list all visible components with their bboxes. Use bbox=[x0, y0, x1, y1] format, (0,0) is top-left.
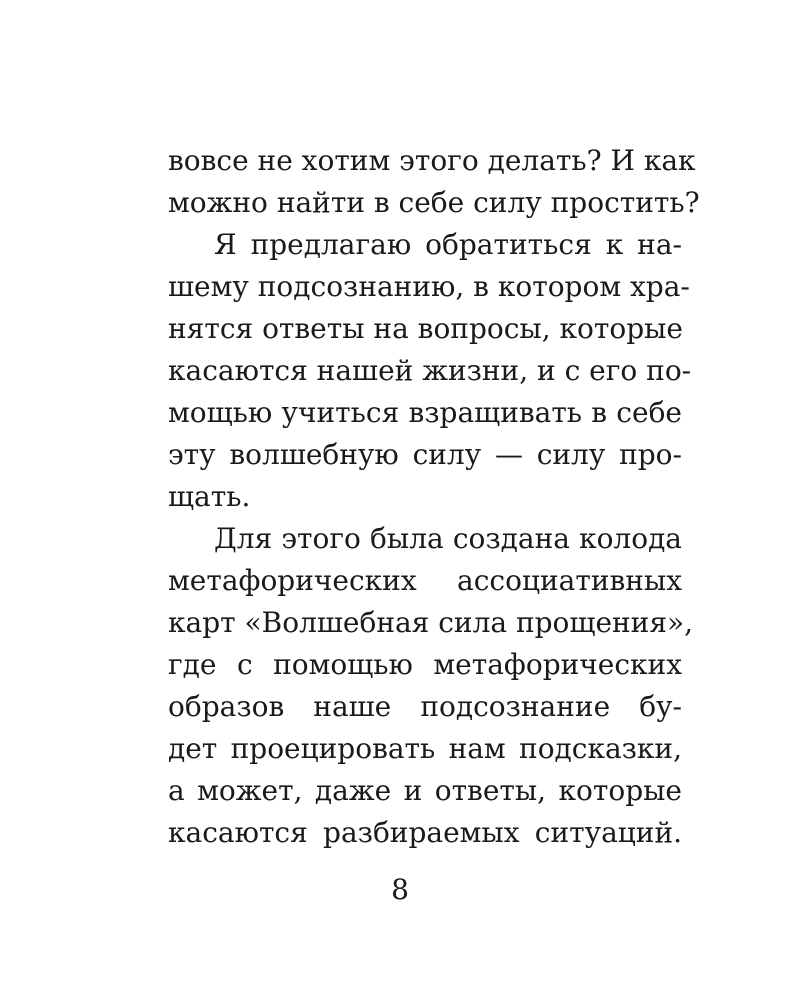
text-line: Для этого была создана колода bbox=[214, 522, 682, 555]
text-line: образов наше подсознание бу- bbox=[168, 690, 682, 723]
text-line: метафорических ассоциативных bbox=[168, 564, 682, 597]
text-line: дет проецировать нам подсказки, bbox=[168, 732, 682, 765]
text-line: щать. bbox=[168, 480, 251, 513]
text-line: эту волшебную силу — силу про- bbox=[168, 438, 682, 471]
text-line: касаются нашей жизни, и с его по- bbox=[168, 354, 692, 387]
text-line: вовсе не хотим этого делать? И как bbox=[168, 144, 696, 177]
text-line: мощью учиться взращивать в себе bbox=[168, 396, 682, 429]
page-number: 8 bbox=[391, 873, 409, 906]
body-text bbox=[168, 140, 700, 854]
text-line: касаются разбираемых ситуаций. bbox=[168, 816, 682, 849]
text-line: карт «Волшебная сила прощения», bbox=[168, 606, 694, 639]
text-line: шему подсознанию, в котором хра- bbox=[168, 270, 690, 303]
text-line: нятся ответы на вопросы, которые bbox=[168, 312, 683, 345]
text-line: Я предлагаю обратиться к на- bbox=[214, 228, 682, 261]
text-line: где с помощью метафорических bbox=[168, 648, 682, 681]
text-line: а может, даже и ответы, которые bbox=[168, 774, 682, 807]
text-line: можно найти в себе силу простить? bbox=[168, 186, 700, 219]
